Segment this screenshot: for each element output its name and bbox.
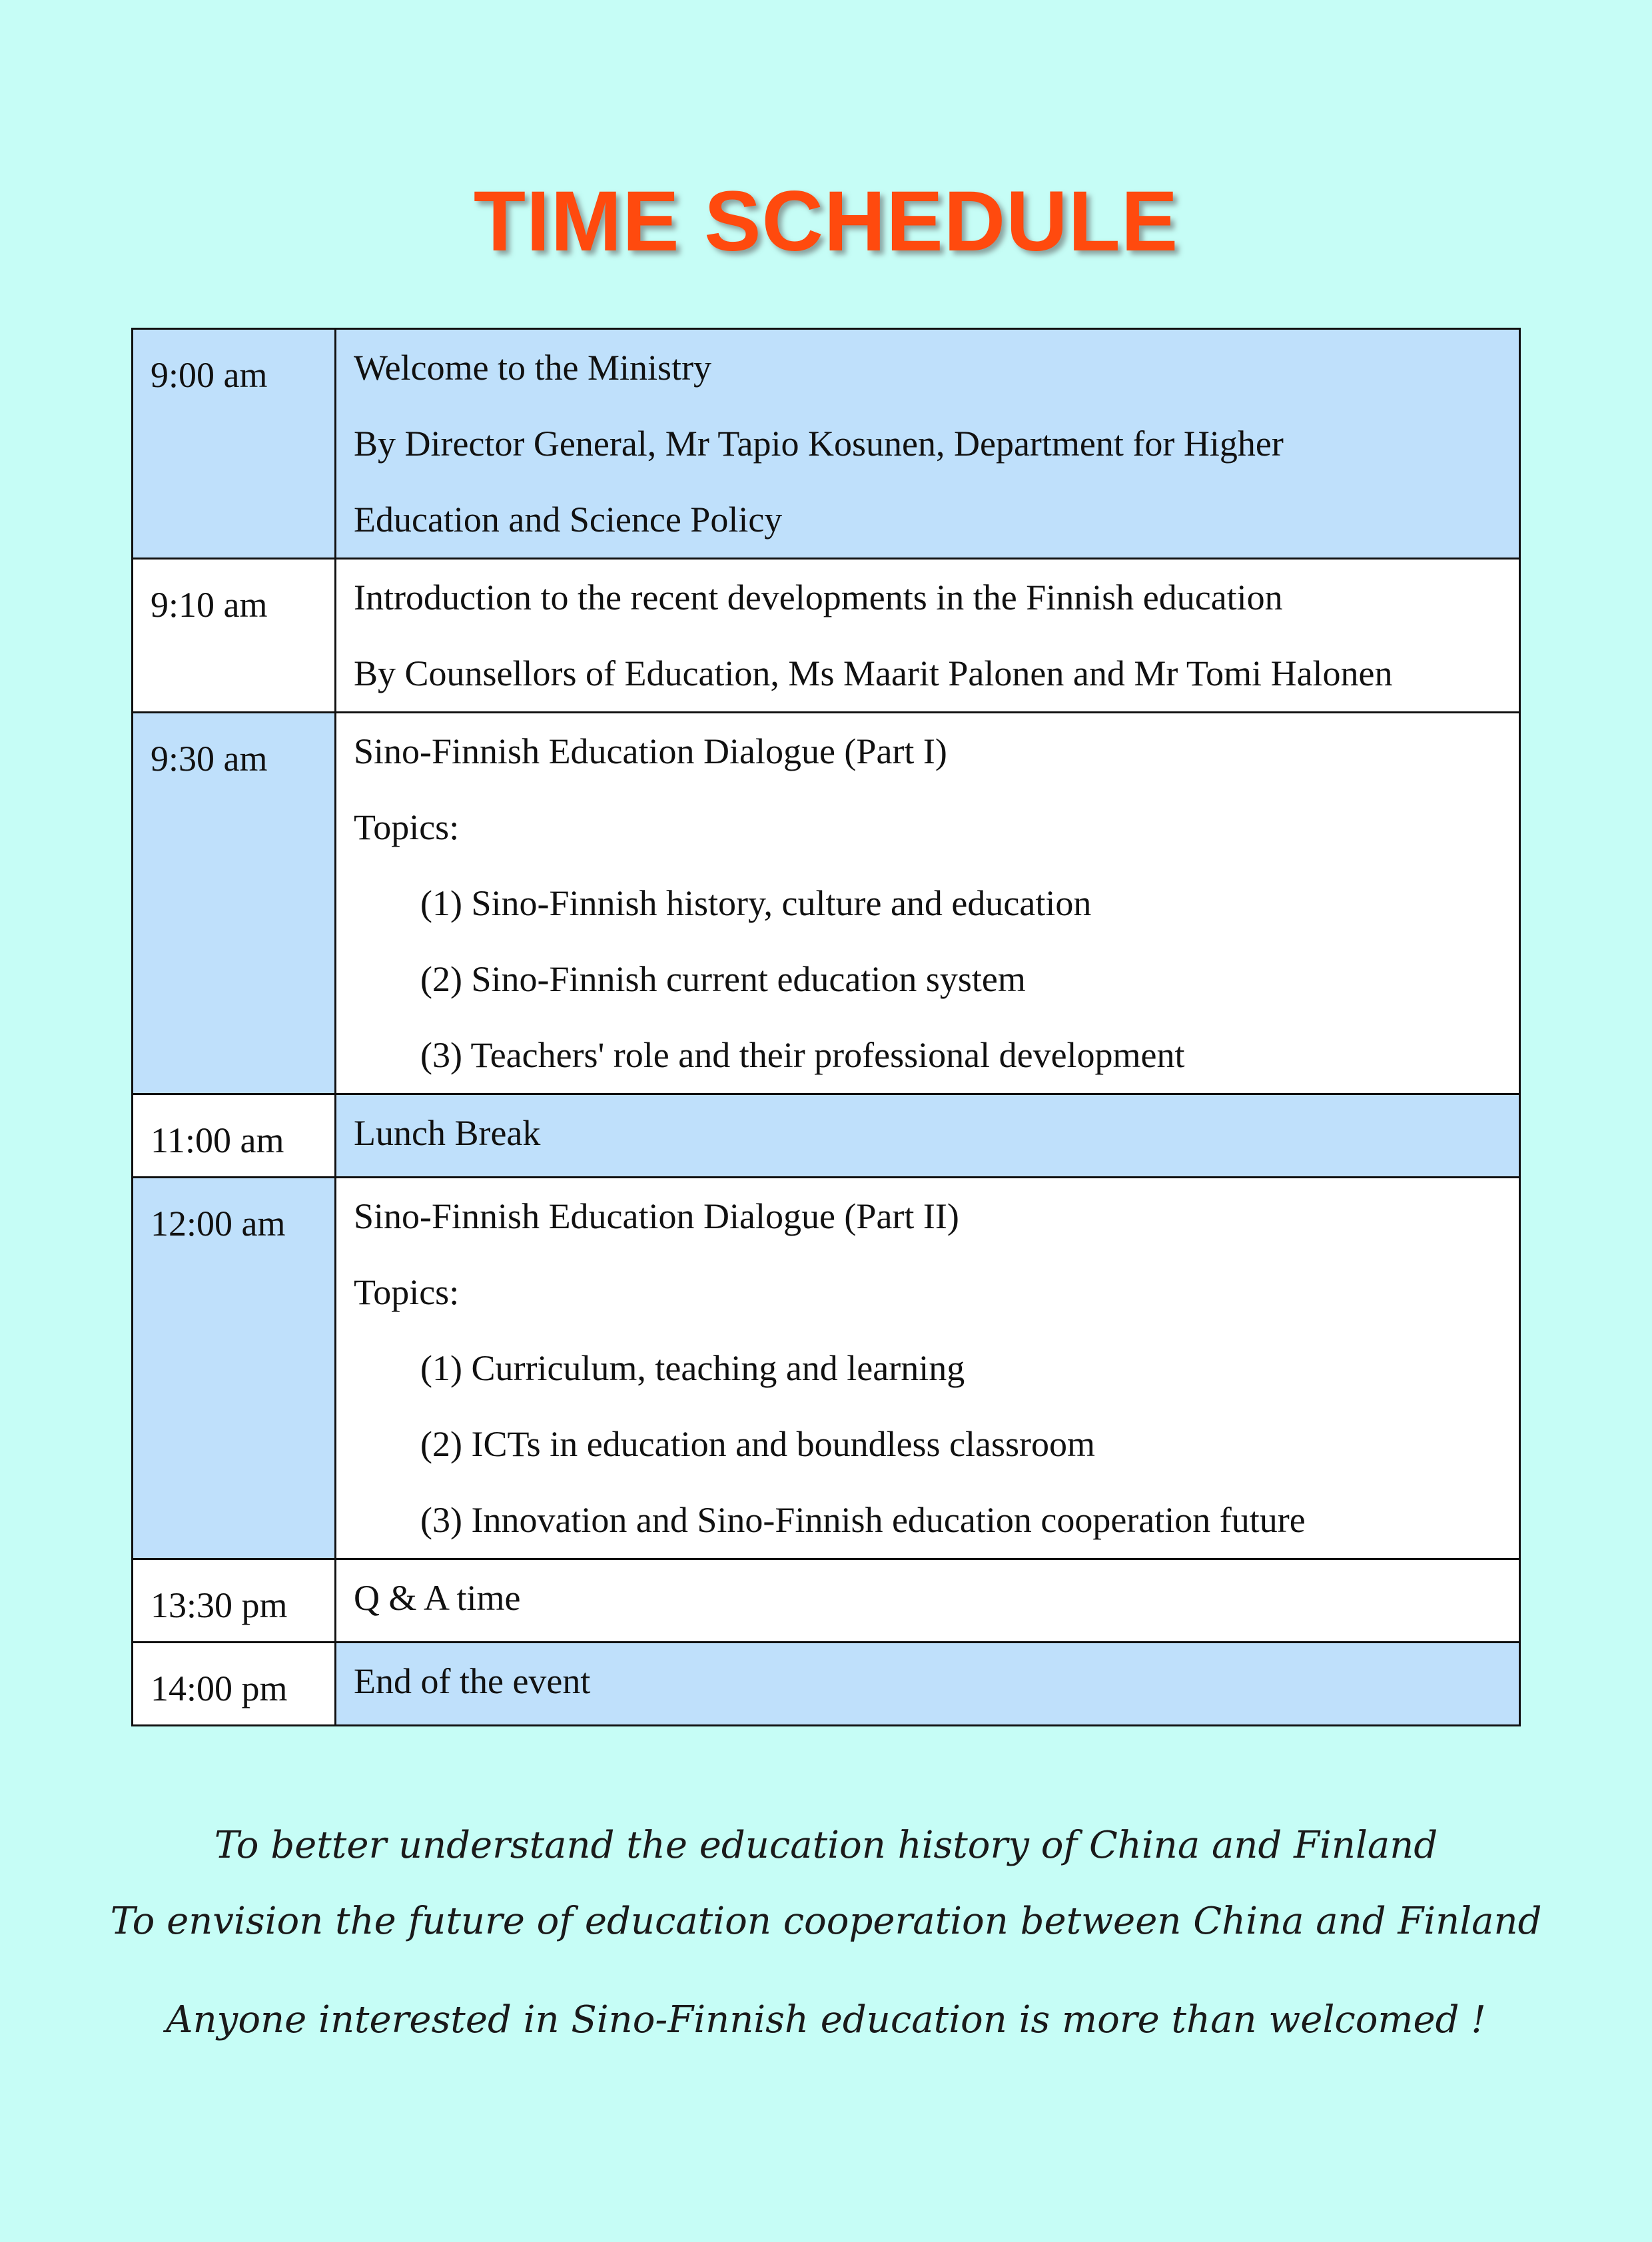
schedule-row-1200 <box>133 1178 1520 1559</box>
topic-item: (2) ICTs in education and boundless classroom <box>420 1424 1096 1464</box>
time-cell: 11:00 am <box>133 1094 336 1178</box>
event-title: Lunch Break <box>354 1113 541 1153</box>
event-title: Sino-Finnish Education Dialogue (Part II) <box>354 1196 959 1236</box>
event-detail: By Counsellors of Education, Ms Maarit Palonen and Mr Tomi Halonen <box>354 653 1393 693</box>
schedule-row-1100 <box>133 1094 1520 1178</box>
time-cell: 9:00 am <box>133 329 336 559</box>
time-cell: 14:00 pm <box>133 1643 336 1726</box>
topics-label: Topics: <box>354 1272 460 1312</box>
event-cell <box>336 1094 1520 1178</box>
topic-item: (1) Curriculum, teaching and learning <box>420 1348 965 1388</box>
schedule-table <box>131 328 1521 1726</box>
event-cell <box>336 1643 1520 1726</box>
event-title: Sino-Finnish Education Dialogue (Part I) <box>354 731 947 771</box>
schedule-row-0910 <box>133 559 1520 713</box>
event-cell <box>336 329 1520 559</box>
topic-item: (2) Sino-Finnish current education system <box>420 959 1026 999</box>
footer-line-history: To better understand the education history of China and Finland <box>214 1824 1438 1867</box>
event-cell <box>336 559 1520 713</box>
time-cell: 12:00 am <box>133 1178 336 1559</box>
page-title: TIME SCHEDULE <box>473 174 1179 269</box>
event-detail: Education and Science Policy <box>354 500 783 540</box>
topic-item: (3) Innovation and Sino-Finnish education cooperation future <box>420 1500 1306 1540</box>
event-detail: By Director General, Mr Tapio Kosunen, Department for Higher <box>354 424 1284 464</box>
event-cell <box>336 1178 1520 1559</box>
topic-item: (3) Teachers' role and their professional development <box>420 1035 1185 1075</box>
event-title: Introduction to the recent developments in the Finnish education <box>354 577 1283 617</box>
footer-line-welcome: Anyone interested in Sino-Finnish education is more than welcomed ! <box>166 1998 1486 2042</box>
event-cell <box>336 713 1520 1094</box>
footer-line-future: To envision the future of education cooperation between China and Finland <box>110 1900 1542 1943</box>
event-title: Q & A time <box>354 1578 521 1618</box>
topic-item: (1) Sino-Finnish history, culture and education <box>420 883 1092 923</box>
schedule-row-1330 <box>133 1559 1520 1643</box>
event-title: End of the event <box>354 1661 591 1701</box>
time-cell: 9:30 am <box>133 713 336 1094</box>
schedule-row-0930 <box>133 713 1520 1094</box>
time-cell: 13:30 pm <box>133 1559 336 1643</box>
time-cell: 9:10 am <box>133 559 336 713</box>
schedule-row-1400 <box>133 1643 1520 1726</box>
topics-label: Topics: <box>354 807 460 847</box>
event-title: Welcome to the Ministry <box>354 348 712 388</box>
event-cell <box>336 1559 1520 1643</box>
schedule-row-0900 <box>133 329 1520 559</box>
